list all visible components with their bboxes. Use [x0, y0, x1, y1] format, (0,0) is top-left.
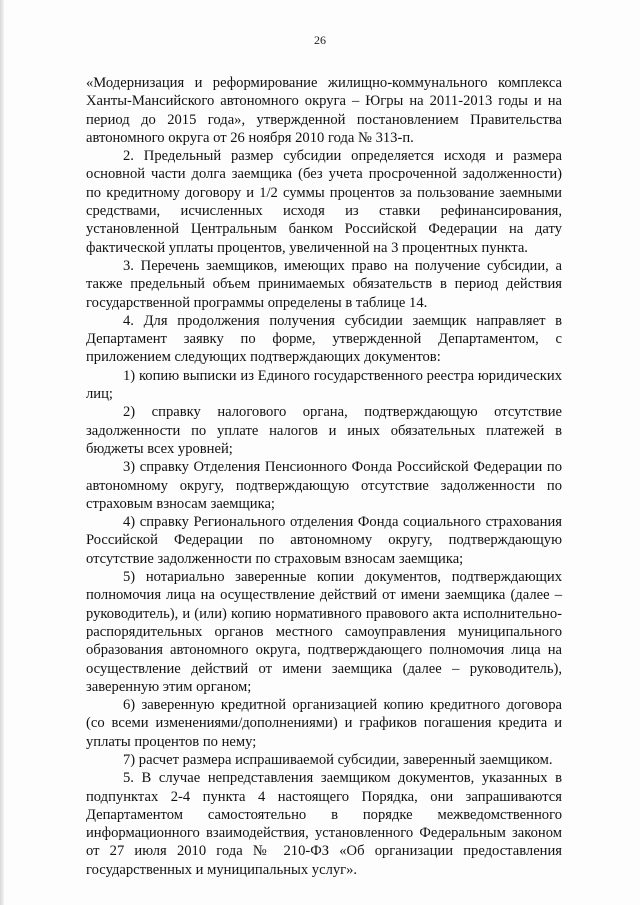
document-body [86, 74, 562, 879]
list-item-authority-documents: 5) нотариально заверенные копии документов, подтверждающих полномочия лица на осуществление действий от имени заемщика (далее – руководитель), и (или) копию нормативного правового акта исполнительно-распорядительных органов местного самоуправления муниципального образования автономного округа, подтверждающего полномочия лица на осуществление действий от имени заемщика (далее – руководитель), заверенную этим органом; [86, 569, 562, 695]
paragraph-program-reference: «Модернизация и реформирование жилищно-коммунального комплекса Ханты-Мансийского автономного округа – Югры на 2011-2013 годы и на период до 2015 года», утвержденной постановлением Правительства автономного округа от 26 ноября 2010 года № 313-п. [86, 75, 562, 146]
list-item-registry-extract: 1) копию выписки из Единого государственного реестра юридических лиц; [86, 367, 562, 403]
paragraph-interagency-request: 5. В случае непредставления заемщиком документов, указанных в подпунктах 2-4 пункта 4 настоящего Порядка, они запрашиваются Департаментом самостоятельно в порядке межведомственного информационного взаимодействия, установленного Федеральным законом от 27 июля 2010 года № 210-ФЗ «Об организации предоставления государственных и муниципальных услуг». [86, 770, 562, 878]
list-item-pension-fund-certificate: 3) справку Отделения Пенсионного Фонда Российской Федерации по автономному округу, подтверждающую отсутствие задолженности по страховым взносам заемщика; [86, 459, 562, 512]
list-item-subsidy-calculation: 7) расчет размера испрашиваемой субсидии, заверенный заемщиком. [123, 751, 553, 768]
scan-edge-shadow [0, 0, 4, 905]
list-item-social-insurance-certificate: 4) справку Регионального отделения Фонда социального страхования Российской Федерации по автономному округу, подтверждающую отсутствие задолженности по страховым взносам заемщика; [86, 514, 562, 567]
paragraph-borrowers-list: 3. Перечень заемщиков, имеющих право на получение субсидии, а также предельный объем принимаемых обязательств в период действия государственной программы определены в таблице 14. [86, 257, 562, 311]
page-number: 26 [314, 33, 326, 47]
list-item-credit-agreement: 6) заверенную кредитной организацией копию кредитного договора (со всеми изменениями/дополнениями) и графиков погашения кредита и уплаты процентов по нему; [86, 697, 562, 750]
paragraph-subsidy-limit: 2. Предельный размер субсидии определяется исходя и размера основной части долга заемщика (без учета просроченной задолженности) по кредитному договору и 1/2 суммы процентов за пользование заемными средствами, исчисленных исходя из ставки рефинансирования, установленной Центральным банком Российской Федерации на дату фактической уплаты процентов, увеличенной на 3 процентных пункта. [86, 148, 562, 256]
paragraph-application: 4. Для продолжения получения субсидии заемщик направляет в Департамент заявку по форме, утвержденной Департаментом, с приложением следующих подтверждающих документов: [86, 312, 562, 366]
list-item-tax-certificate: 2) справку налогового органа, подтверждающую отсутствие задолженности по уплате налогов и иных обязательных платежей в бюджеты всех уровней; [86, 404, 562, 457]
